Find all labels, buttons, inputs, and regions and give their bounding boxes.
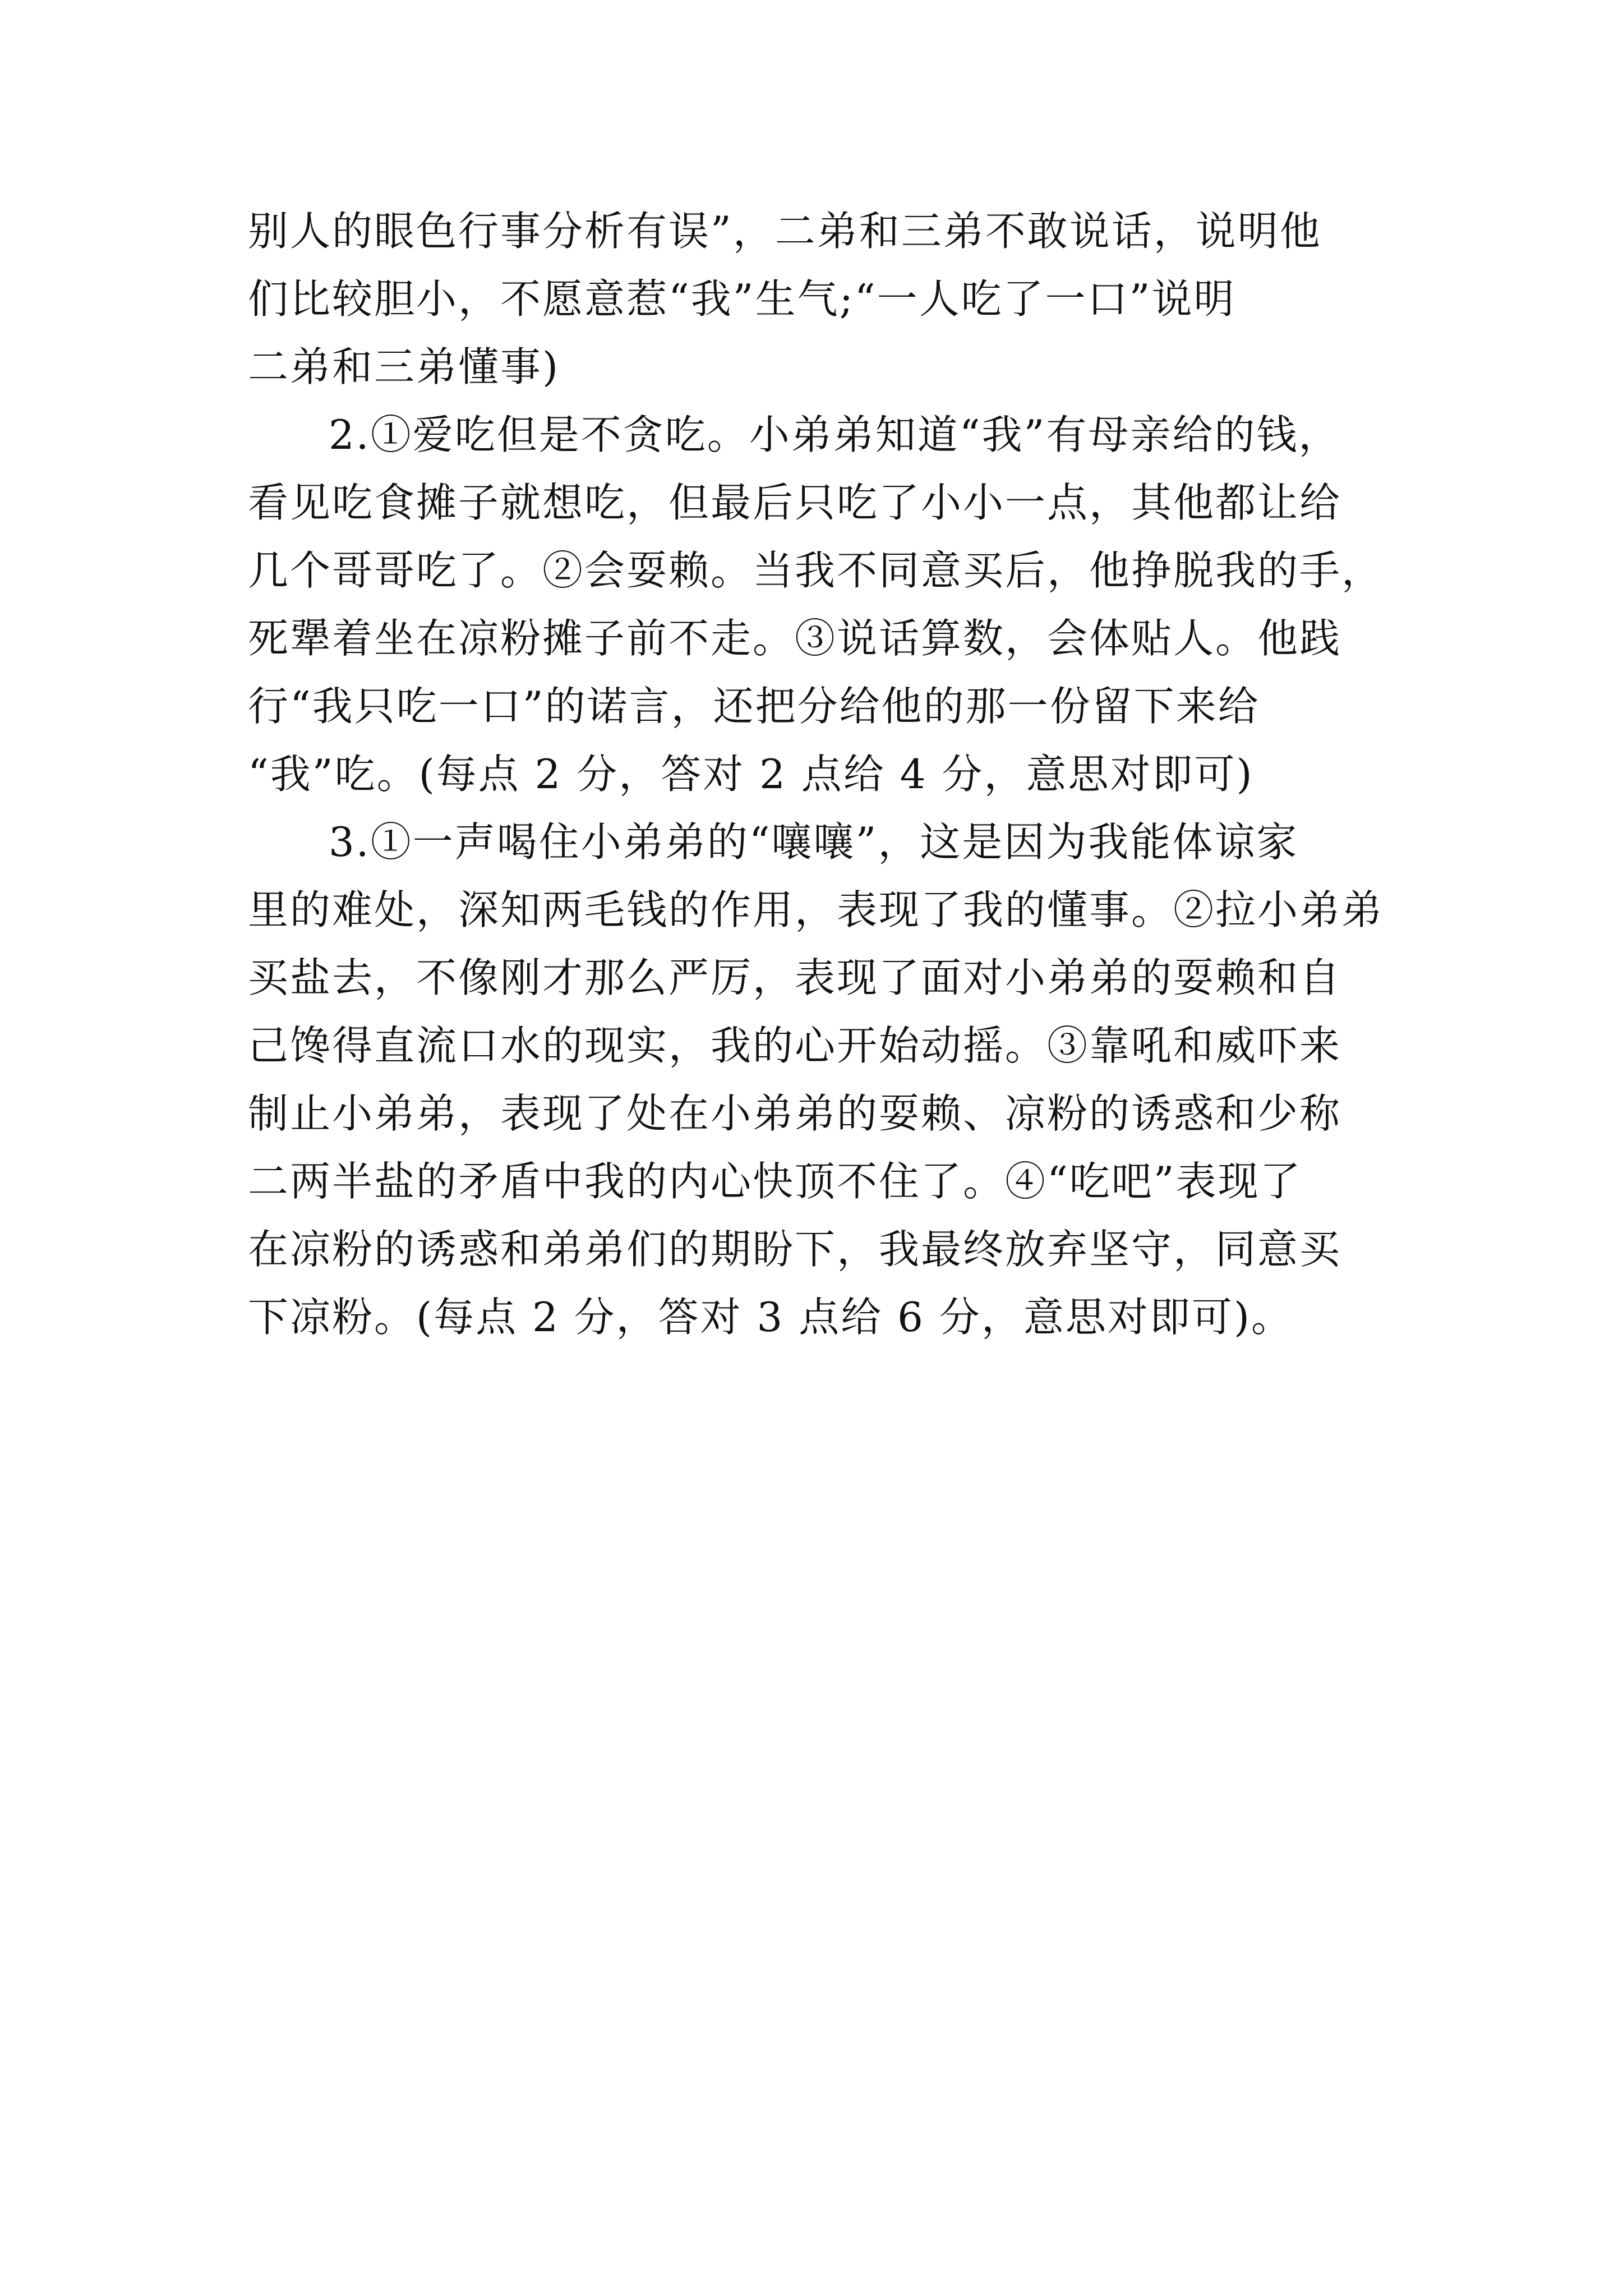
text-line: “我”吃。(每点 2 分，答对 2 点给 4 分，意思对即可) (248, 751, 1254, 798)
text-line: 买盐去，不像刚才那么严厉，表现了面对小弟弟的耍赖和自 (248, 954, 1342, 1001)
answer-paragraph-3 (248, 808, 1386, 1351)
text-line: 制止小弟弟，表现了处在小弟弟的耍赖、凉粉的诱惑和少称 (248, 1090, 1342, 1137)
text-line: 下凉粉。(每点 2 分，答对 3 点给 6 分，意思对即可)。 (248, 1294, 1293, 1341)
answer-text-block (248, 197, 1386, 1351)
text-line: 己馋得直流口水的现实，我的心开始动摇。③靠吼和威吓来 (248, 1022, 1342, 1069)
text-line: 二两半盐的矛盾中我的内心快顶不住了。④“吃吧”表现了 (248, 1158, 1302, 1205)
text-line: 死犟着坐在凉粉摊子前不走。③说话算数，会体贴人。他践 (248, 615, 1342, 662)
text-line: 2.①爱吃但是不贪吃。小弟弟知道“我”有母亲给的钱， (329, 411, 1341, 458)
text-line: 在凉粉的诱惑和弟弟们的期盼下，我最终放弃坚守，同意买 (248, 1226, 1342, 1273)
text-line: 行“我只吃一口”的诺言，还把分给他的那一份留下来给 (248, 683, 1260, 730)
text-line: 里的难处，深知两毛钱的作用，表现了我的懂事。②拉小弟弟 (248, 886, 1384, 933)
text-line: 看见吃食摊子就想吃，但最后只吃了小小一点，其他都让给 (248, 479, 1342, 526)
text-line: 3.①一声喝住小弟弟的“嚷嚷”，这是因为我能体谅家 (329, 818, 1299, 866)
text-line: 们比较胆小，不愿意惹“我”生气;“一人吃了一口”说明 (248, 275, 1236, 323)
text-line: 几个哥哥吃了。②会耍赖。当我不同意买后，他挣脱我的手， (248, 547, 1384, 594)
answer-paragraph-1-continuation (248, 197, 1386, 401)
answer-paragraph-2 (248, 401, 1386, 808)
text-line: 别人的眼色行事分析有误”，二弟和三弟不敢说话，说明他 (248, 208, 1322, 255)
text-line: 二弟和三弟懂事) (248, 343, 560, 390)
